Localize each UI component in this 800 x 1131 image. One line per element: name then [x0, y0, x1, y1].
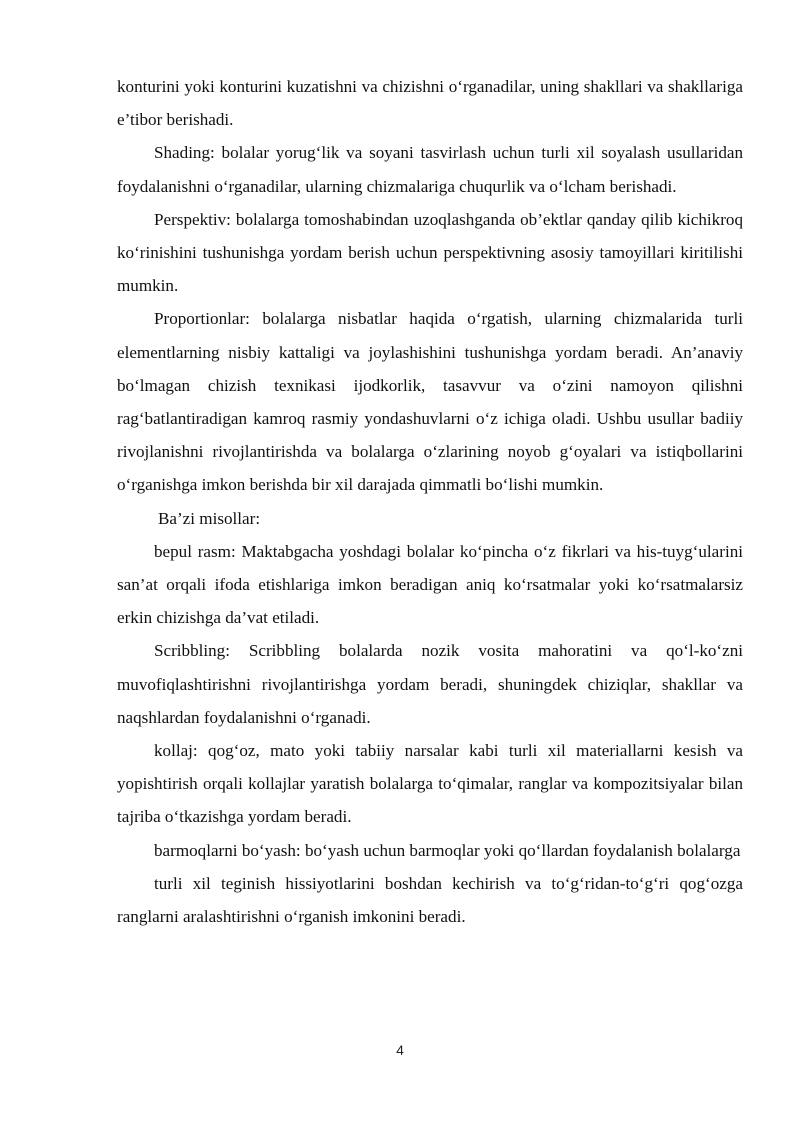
- paragraph-examples-heading: Ba’zi misollar:: [158, 508, 261, 528]
- paragraph-turli-xil: turli xil teginish hissiyotlarini boshdan kechirish va to‘g‘ridan-to‘g‘ri qog‘ozga ranglarni aralashtirishni o‘rganish imkonini beradi.: [117, 873, 743, 927]
- document-body: [117, 70, 743, 933]
- paragraph-scribbling: Scribbling: Scribbling bolalarda nozik vosita mahoratini va qo‘l-ko‘zni muvofiqlashtirishni rivojlantirishga yordam beradi, shuningdek chiziqlar, shakllar va naqshlardan foydalanishni o‘rganadi.: [117, 641, 743, 727]
- paragraph-proportionlar: Proportionlar: bolalarga nisbatlar haqida o‘rgatish, ularning chizmalarida turli elementlarning nisbiy kattaligi va joylashishini tushunishga yordam beradi. An’anaviy bo‘lmagan chizish texnikasi ijodkorlik, tasavvur va o‘zini namoyon qilishni rag‘batlantiradigan kamroq rasmiy yondashuvlarni o‘z ichiga oladi. Ushbu usullar badiiy rivojlanishni rivojlantirishda va bolalarga o‘zlarining noyob g‘oyalari va istiqbollarini o‘rganishga imkon berishda bir xil darajada qimmatli bo‘lishi mumkin.: [117, 309, 743, 495]
- paragraph-continuation: konturini yoki konturini kuzatishni va chizishni o‘rganadilar, uning shakllari va shakllariga e’tibor berishadi.: [117, 77, 743, 130]
- paragraph-barmoqlarni-boyash: barmoqlarni bo‘yash: bo‘yash uchun barmoqlar yoki qo‘llardan foydalanish bolalarga: [154, 840, 741, 860]
- paragraph-bepul-rasm: bepul rasm: Maktabgacha yoshdagi bolalar ko‘pincha o‘z fikrlari va his-tuyg‘ularini san’at orqali ifoda etishlariga imkon beradigan aniq ko‘rsatmalar yoki ko‘rsatmalarsiz erkin chizishga da’vat etiladi.: [117, 541, 743, 628]
- paragraph-perspektiv: Perspektiv: bolalarga tomoshabindan uzoqlashganda ob’ektlar qanday qilib kichikroq ko‘rinishini tushunishga yordam berish uchun perspektivning asosiy tamoyillari kiritilishi mumkin.: [117, 209, 743, 296]
- paragraph-kollaj: kollaj: qog‘oz, mato yoki tabiiy narsalar kabi turli xil materiallarni kesish va yopishtirish orqali kollajlar yaratish bolalarga to‘qimalar, ranglar va kompozitsiyalar bilan tajriba o‘tkazishga yordam beradi.: [117, 741, 743, 827]
- paragraph-shading: Shading: bolalar yorug‘lik va soyani tasvirlash uchun turli xil soyalash usullaridan foydalanishni o‘rganadilar, ularning chizmalariga chuqurlik va o‘lcham berishadi.: [117, 143, 743, 196]
- page-number: 4: [396, 1042, 404, 1058]
